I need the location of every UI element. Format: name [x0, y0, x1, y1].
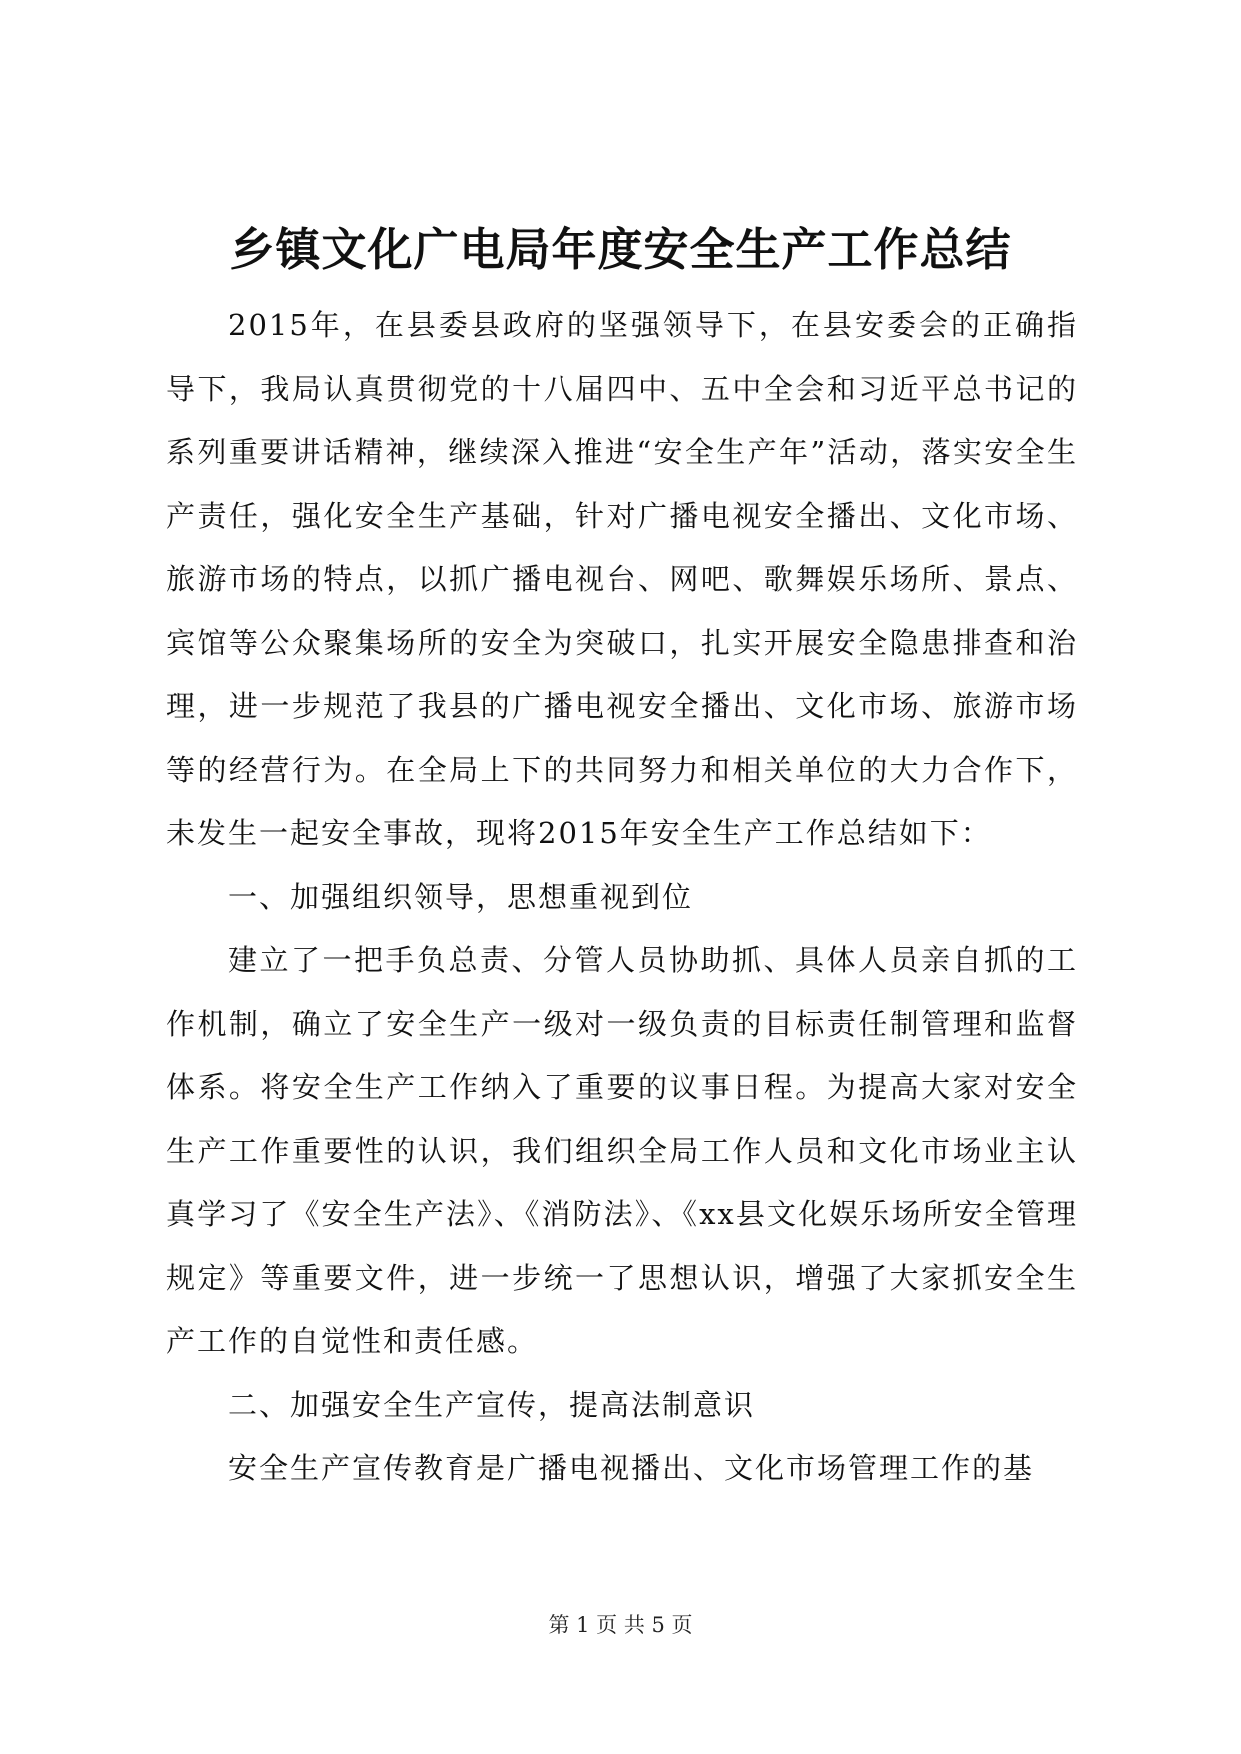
section-1-paragraph: 建立了一把手负总责、分管人员协助抓、具体人员亲自抓的工作机制，确立了安全生产一级对一级负责的目标责任制管理和监督体系。将安全生产工作纳入了重要的议事日程。为提高大家对安全生产工作重要性的认识，我们组织全局工作人员和文化市场业主认真学习了《安全生产法》、《消防法》、《xx县文化娱乐场所安全管理规定》等重要文件，进一步统一了思想认识，增强了大家抓安全生产工作的自觉性和责任感。 [166, 943, 1078, 1358]
section-heading-2: 二、加强安全生产宣传，提高法制意识 [228, 1387, 756, 1422]
page-footer: 第 1 页 共 5 页 [548, 1613, 693, 1637]
document-title: 乡镇文化广电局年度安全生产工作总结 [229, 223, 1012, 276]
section-2-paragraph: 安全生产宣传教育是广播电视播出、文化市场管理工作的基 [228, 1451, 1035, 1485]
section-heading-1: 一、加强组织领导，思想重视到位 [228, 879, 694, 914]
intro-paragraph: 2015年，在县委县政府的坚强领导下，在县安委会的正确指导下，我局认真贯彻党的十八届四中、五中全会和习近平总书记的系列重要讲话精神，继续深入推进“安全生产年”活动，落实安全生产责任，强化安全生产基础，针对广播电视安全播出、文化市场、旅游市场的特点，以抓广播电视台、网吧、歌舞娱乐场所、景点、宾馆等公众聚集场所的安全为突破口，扎实开展安全隐患排查和治理，进一步规范了我县的广播电视安全播出、文化市场、旅游市场等的经营行为。在全局上下的共同努力和相关单位的大力合作下，未发生一起安全事故，现将2015年安全生产工作总结如下： [166, 308, 1078, 850]
document-body [166, 294, 1078, 1501]
